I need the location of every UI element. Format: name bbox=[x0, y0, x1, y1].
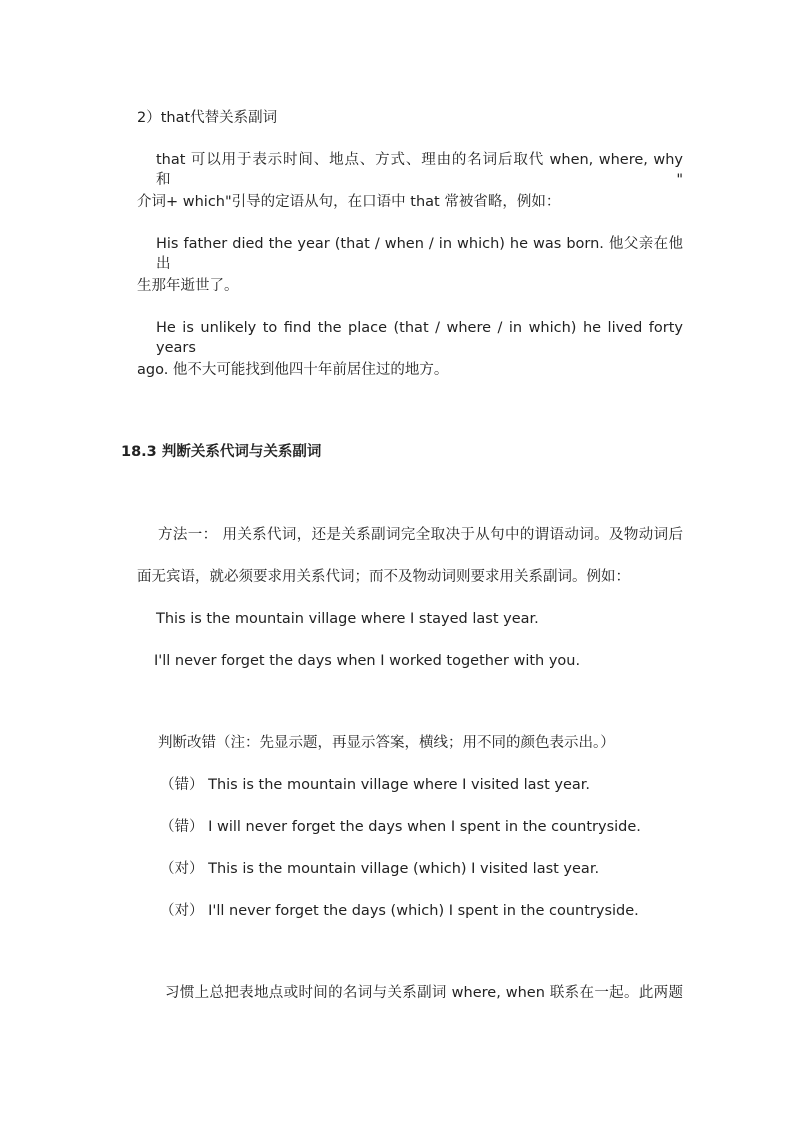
method-line1-text: 方法一： 用关系代词，还是关系副词完全取决于从句中的谓语动词。及物动词后 bbox=[158, 527, 683, 543]
method-line1 bbox=[158, 525, 683, 545]
correction-title: 判断改错（注：先显示题，再显示答案，横线；用不同的颜色表示出。） bbox=[158, 735, 615, 751]
example-when: I'll never forget the days when I worked together with you. bbox=[154, 653, 581, 669]
example-where: This is the mountain village where I stayed last year. bbox=[156, 611, 539, 627]
para1-line1 bbox=[156, 150, 683, 190]
example1-line2: 生那年逝世了。 bbox=[137, 278, 239, 294]
correction-item: （对） This is the mountain village (which) I visited last year. bbox=[160, 861, 600, 877]
example2-line1-text: He is unlikely to find the place (that / where / in which) he lived forty years bbox=[156, 320, 683, 356]
section-18-3-heading: 18.3 判断关系代词与关系副词 bbox=[121, 444, 322, 460]
para1-line2: 介词+ which"引导的定语从句，在口语中 that 常被省略，例如： bbox=[137, 194, 561, 210]
example1-line1 bbox=[156, 234, 683, 274]
section-2-title: 2）that代替关系副词 bbox=[137, 110, 278, 126]
example1-line1-text: His father died the year (that / when / in which) he was born. 他父亲在他出 bbox=[156, 236, 683, 272]
correction-item: （错） This is the mountain village where I visited last year. bbox=[160, 777, 591, 793]
habit-line bbox=[165, 983, 683, 1003]
method-line2: 面无宾语，就必须要求用关系代词；而不及物动词则要求用关系副词。例如： bbox=[137, 569, 630, 585]
para1-line1-text: that 可以用于表示时间、地点、方式、理由的名词后取代 when, where, why 和" bbox=[156, 152, 683, 188]
correction-item: （错） I will never forget the days when I spent in the countryside. bbox=[160, 819, 641, 835]
habit-line-text: 习惯上总把表地点或时间的名词与关系副词 where, when 联系在一起。此两题 bbox=[165, 985, 683, 1001]
example2-line1 bbox=[156, 318, 683, 358]
example2-line2: ago. 他不大可能找到他四十年前居住过的地方。 bbox=[137, 362, 449, 378]
correction-item: （对） I'll never forget the days (which) I spent in the countryside. bbox=[160, 903, 639, 919]
